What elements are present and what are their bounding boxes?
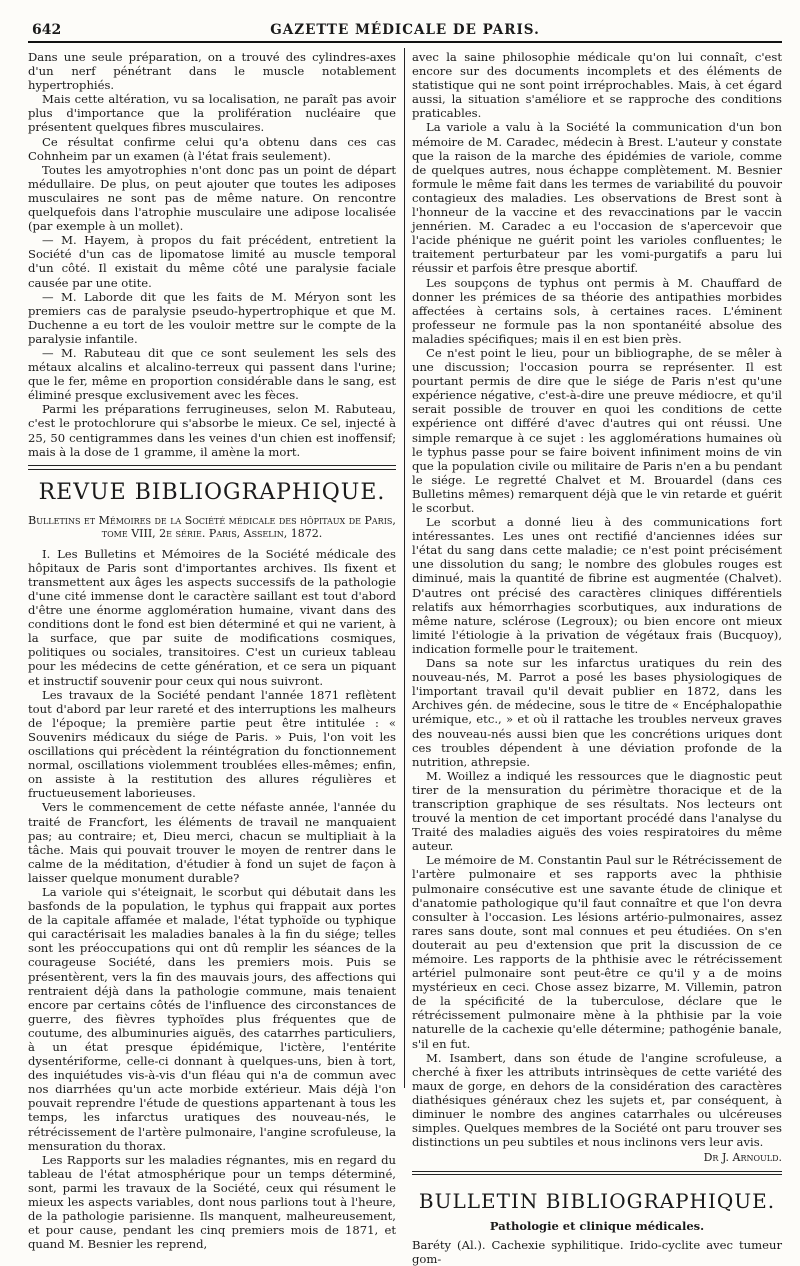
author-signature: Dr J. Arnould. <box>703 1151 782 1165</box>
section-rule <box>28 465 396 466</box>
revue-subtitle: Bulletins et Mémoires de la Société médicale des hôpitaux de Paris, tome VIII, 2e série. Paris, Asselin, 1872. <box>28 513 396 541</box>
session-report <box>28 50 396 459</box>
bulletin-title: BULLETIN BIBLIOGRAPHIQUE. <box>418 1189 776 1214</box>
paragraph: Le mémoire de M. Constantin Paul sur le Rétrécissement de l'artère pulmonaire et ses rapports avec la phthisie pulmonaire consécutive est une savante étude de clinique et d'anatomie pathologique qu'il faut connaître et que l'on devra consulter à l'occasion. Les lésions artério-pulmonaires, assez rares sans doute, sont mal connues et peu étudiées. On s'en douterait au peu d'extension que prit la discussion de ce mémoire. Les rapports de la phthisie avec le rétrécissement artériel pulmonaire sont peut-être ce qu'il y a de moins mystérieux en ceci. Chose assez bizarre, M. Villemin, patron de la spécificité de la tuberculose, déclare que le rétrécissement pulmonaire mène à la phthisie par la voie naturelle de la cachexie qu'elle détermine; pathogénie banale, s'il en fut. <box>412 853 782 1051</box>
revue-body <box>28 547 396 1252</box>
header-rule <box>28 41 782 43</box>
paragraph: Ce n'est point le lieu, pour un bibliographe, de se mêler à une discussion; l'occasion pourra se représenter. Il est pourtant permis de dire que le siége de Paris n'est qu'une expérience négative, c'est-à-dire une preuve médiocre, et qu'il serait possible de trouver en quoi les conditions de cette expérience ont différé d'avec d'autres qui ont réussi. Une simple remarque à ce sujet : les agglomérations humaines où le typhus passe pour se faire boivent infiniment moins de vin que la population civile ou militaire de Paris n'en a bu pendant le siége. Le regretté Chalvet et M. Brouardel (dans ces Bulletins mêmes) remarquent déjà que le vin retarde et guérit le scorbut. <box>412 345 782 515</box>
bulletin-entry: Baréty (Al.). Cachexie syphilitique. Irido-cyclite avec tumeur gom- <box>412 1237 782 1266</box>
paragraph: La variole qui s'éteignait, le scorbut qui débutait dans les basfonds de la population, le typhus qui frappait aux portes de la capitale affamée et malade, l'état typhoïde ou typhique qui caractérisait les maladies banales à la fin du siége; telles sont les préoccupations qui ont dû remplir les séances de la courageuse Société, dans les premiers mois. Puis se présentèrent, vers la fin des mauvais jours, des affections qui rentraient déjà dans la pathologie commune, mais tenaient encore par certains côtés de l'influence des circonstances de guerre, des fièvres typhoïdes plus fréquentes que de coutume, des albuminuries aiguës, des catarrhes particuliers, à un état presque épidémique, l'ictère, l'entérite dysentériforme, celle-ci donnant à quelques-uns, bien à tort, des inquiétudes vis-à-vis d'un fléau qui n'a de commun avec nos diarrhées qu'un acte morbide extérieur. Mais déjà l'on pouvait reprendre l'étude de questions appartenant à tous les temps, les infarctus uratiques des nouveau-nés, le rétrécissement de l'artère pulmonaire, l'angine scrofuleuse, la mensuration du thorax. <box>28 884 396 1153</box>
paragraph: Dans une seule préparation, on a trouvé des cylindres-axes d'un nerf pénétrant dans le muscle notablement hypertrophiés. <box>28 50 396 93</box>
section-rule-thin <box>412 1174 782 1175</box>
paragraph: Toutes les amyotrophies n'ont donc pas un point de départ médullaire. De plus, on peut ajouter que toutes les adiposes musculaires ne sont pas de même nature. On rencontre quelquefois dans l'atrophie musculaire une adipose localisée (par exemple à un mollet). <box>28 162 396 234</box>
page-header <box>28 20 782 40</box>
section-rule <box>412 1171 782 1172</box>
paragraph: M. Woillez a indiqué les ressources que le diagnostic peut tirer de la mensuration du périmètre thoracique et de la transcription graphique de ses résultats. Nos lecteurs ont trouvé la mention de cet important procédé dans l'analyse du Traité des maladies aiguës des voies respiratoires du même auteur. <box>412 768 782 854</box>
column-divider <box>404 48 405 1088</box>
paragraph: Le scorbut a donné lieu à des communications fort intéressantes. Les unes ont rectifié d'anciennes idées sur l'état du sang dans cette maladie; ce n'est point précisément une dissolution du sang; le nombre des globules rouges est diminué, mais la quantité de fibrine est augmentée (Chalvet). D'autres ont précisé des caractères cliniques différentiels relatifs aux hémorrhagies scorbutiques, aux indurations de même nature, sclérose (Legroux); ou bien encore ont mieux limité l'étiologie à la privation de végétaux frais (Bucquoy), indication formelle pour le traitement. <box>412 515 782 656</box>
paragraph: I. Les Bulletins et Mémoires de la Société médicale des hôpitaux de Paris sont d'importantes archives. Ils fixent et transmettent aux âges les aspects successifs de la pathologie d'une cité immense dont le caractère saillant est tout d'abord d'être une énorme agglomération humaine, vivant dans des conditions dont le fond est bien déterminé et qui ne varient, à la surface, que par suite de modifications cosmiques, politiques ou sociales, transitoires. C'est un curieux tableau pour les médecins de cette génération, et ce sera un piquant et instructif souvenir pour ceux qui nous suivront. <box>28 546 396 688</box>
paragraph: Ce résultat confirme celui qu'a obtenu dans ces cas Cohnheim par un examen (à l'état frais seulement). <box>28 134 396 163</box>
paragraph: M. Isambert, dans son étude de l'angine scrofuleuse, a cherché à fixer les attributs intrinsèques de cette variété des maux de gorge, en dehors de la considération des caractères diathésiques généraux chez les sujets et, par conséquent, à diminuer le nombre des angines catarrhales ou ulcéreuses simples. Quelques membres de la Société ont paru trouver ses distinctions un peu subtiles et nous inclinons vers leur avis. <box>412 1050 782 1150</box>
paragraph: avec la saine philosophie médicale qu'on lui connaît, c'est encore sur des documents incomplets et des éléments de statistique qui ne sont point irréprochables. Mais, à cet égard aussi, la situation s'améliore et se rapproche des conditions praticables. <box>412 50 782 121</box>
page-number: 642 <box>32 22 62 38</box>
paragraph: — M. Hayem, à propos du fait précédent, entretient la Société d'un cas de lipomatose limité au muscle temporal d'un côté. Il existait du même côté une paralysie faciale causée par une otite. <box>28 233 396 290</box>
bulletin-subtitle: Pathologie et clinique médicales. <box>489 1219 705 1234</box>
right-column <box>412 50 782 1266</box>
paragraph: — M. Rabuteau dit que ce sont seulement les sels des métaux alcalins et alcalino-terreux qui passent dans l'urine; que le fer, même en proportion considérable dans le sang, est éliminé presque exclusivement avec les fèces. <box>28 345 396 403</box>
paragraph: Les travaux de la Société pendant l'année 1871 reflètent tout d'abord par leur rareté et des interruptions les malheurs de l'époque; la première partie peut être intitulée : « Souvenirs médicaux du siége de Paris. » Puis, l'on voit les oscillations qui précèdent la réintégration du fonctionnement normal, oscillations violemment troublées elles-mêmes; enfin, on assiste à la restitution des allures régulières et fructueusement laborieuses. <box>28 687 396 801</box>
revue-title: REVUE BIBLIOGRAPHIQUE. <box>38 479 386 505</box>
paragraph: Mais cette altération, vu sa localisation, ne paraît pas avoir plus d'importance que la prolifération nucléaire que présentent quelques fibres musculaires. <box>28 92 396 135</box>
paragraph: Les soupçons de typhus ont permis à M. Chauffard de donner les prémices de sa théorie des antipathies morbides affectées à certains sols, à certaines races. L'éminent professeur ne formule pas la non spontanéité absolue des maladies spécifiques; mais il en est bien près. <box>412 275 782 346</box>
section-rule-thin <box>28 469 396 470</box>
left-column <box>28 50 396 1251</box>
journal-title: GAZETTE MÉDICALE DE PARIS. <box>270 22 540 38</box>
paragraph: Vers le commencement de cette néfaste année, l'année du traité de Francfort, les éléments de travail ne manquaient pas; au contraire; et, Dieu merci, chacun se multipliait à la tâche. Mais qui pouvait trouver le moyen de rentrer dans le calme de la méditation, d'étudier à fond un sujet de façon à laisser quelque monument durable? <box>28 800 396 885</box>
paragraph: La variole a valu à la Société la communication d'un bon mémoire de M. Caradec, médecin à Brest. L'auteur y constate que la raison de la marche des épidémies de variole, comme de quelques autres, nous échappe complètement. M. Besnier formule le même fait dans les termes de variabilité du pouvoir contagieux des maladies. Les observations de Brest sont à l'honneur de la vaccine et des revaccinations par le vaccin jennérien. M. Caradec a eu l'occasion de s'apercevoir que l'acide phénique ne guérit point les varioles confluentes; le traitement perturbateur par les vomi-purgatifs a paru lui réussir et parfois être presque abortif. <box>412 120 782 276</box>
paragraph: Dans sa note sur les infarctus uratiques du rein des nouveau-nés, M. Parrot a posé les bases physiologiques de l'important travail qu'il devait publier en 1872, dans les Archives gén. de médecine, sous le titre de « Encéphalopathie urémique, etc., » et où il rattache les troubles nerveux graves des nouveau-nés aussi bien que les concrétions uriques dont ces troubles dépendent à une déviation profonde de la nutrition, athrepsie. <box>412 656 782 769</box>
paragraph: — M. Laborde dit que les faits de M. Méryon sont les premiers cas de paralysie pseudo-hypertrophique et que M. Duchenne a eu tort de les vouloir mettre sur le compte de la paralysie infantile. <box>28 289 396 346</box>
paragraph: Parmi les préparations ferrugineuses, selon M. Rabuteau, c'est le protochlorure qui s'absorbe le mieux. Ce sel, injecté à 25, 50 centigrammes dans les veines d'un chien est inoffensif; mais à la dose de 1 gramme, il amène la mort. <box>28 402 396 459</box>
paragraph: Les Rapports sur les maladies régnantes, mis en regard du tableau de l'état atmosphérique pour un temps déterminé, sont, parmi les travaux de la Société, ceux qui résument le mieux les aspects variables, dont nous parlions tout à l'heure, de la pathologie parisienne. Ils manquent, malheureusement, et pour cause, pendant les cinq premiers mois de 1871, et quand M. Besnier les reprend, <box>28 1152 396 1252</box>
